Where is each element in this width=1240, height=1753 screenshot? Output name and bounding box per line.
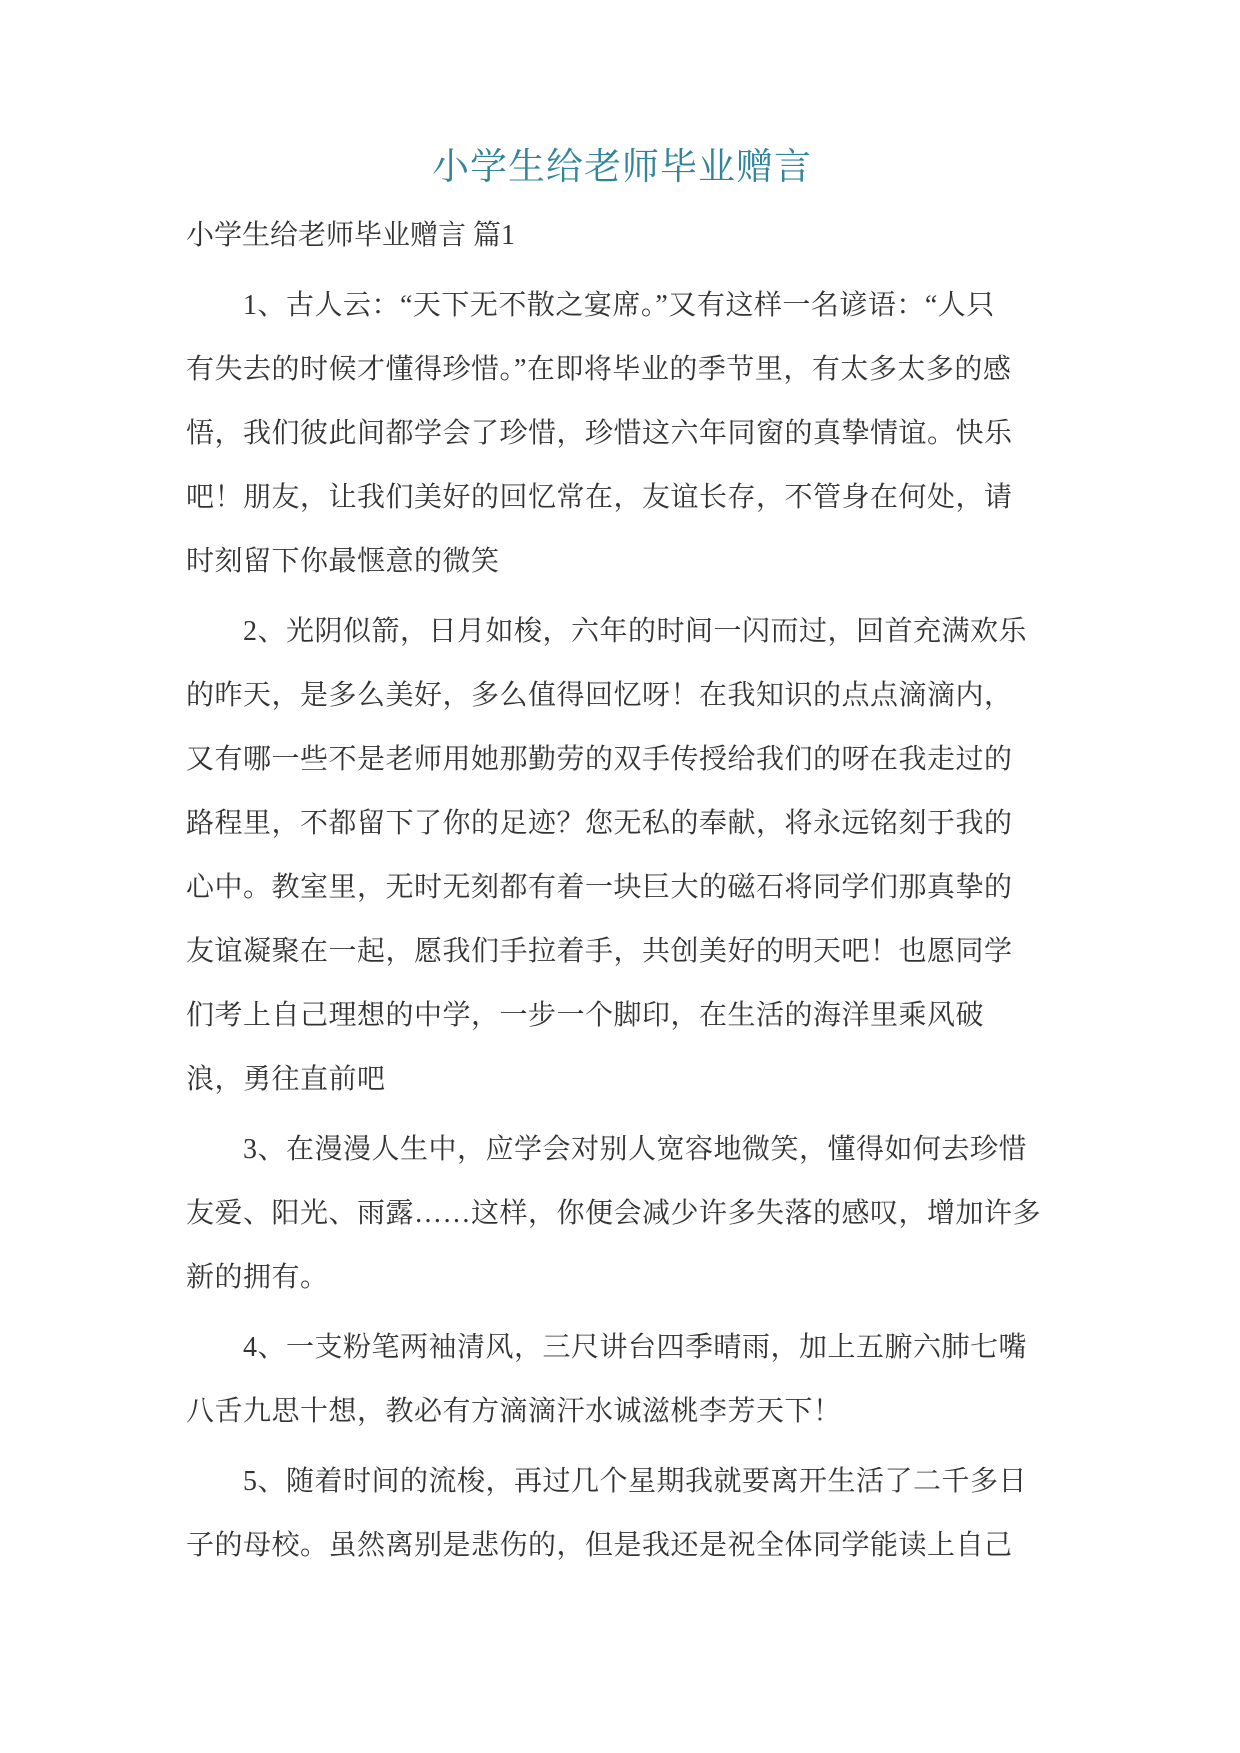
paragraph-1 [186, 274, 1058, 594]
text-line: 八舌九思十想，教必有方滴滴汗水诚滋桃李芳天下！ [186, 1396, 842, 1427]
text-line: 友爱、阳光、雨露……这样，你便会减少许多失落的感叹，增加许多 [186, 1198, 1042, 1229]
text-line: 有失去的时候才懂得珍惜。”在即将毕业的季节里，有太多太多的感 [186, 354, 1012, 385]
paragraph-3 [186, 1118, 1058, 1310]
text-line: 悟，我们彼此间都学会了珍惜，珍惜这六年同窗的真挚情谊。快乐 [186, 418, 1013, 449]
page-title: 小学生给老师毕业赠言 [432, 147, 812, 188]
text-line: 友谊凝聚在一起，愿我们手拉着手，共创美好的明天吧！也愿同学 [186, 936, 1013, 967]
paragraph-2 [186, 600, 1058, 1112]
text-line: 路程里，不都留下了你的足迹？您无私的奉献，将永远铭刻于我的 [186, 808, 1013, 839]
text-line: 的昨天，是多么美好，多么值得回忆呀！在我知识的点点滴滴内， [186, 680, 1013, 711]
text-line: 1、古人云：“天下无不散之宴席。”又有这样一名谚语：“人只 [243, 290, 995, 321]
text-line: 子的母校。虽然离别是悲伤的，但是我还是祝全体同学能读上自己 [186, 1530, 1013, 1561]
text-line: 时刻留下你最惬意的微笑 [186, 546, 500, 577]
paragraph-5 [186, 1450, 1058, 1578]
text-line: 心中。教室里，无时无刻都有着一块巨大的磁石将同学们那真挚的 [186, 872, 1013, 903]
text-line: 又有哪一些不是老师用她那勤劳的双手传授给我们的呀在我走过的 [186, 744, 1013, 775]
text-line: 吧！朋友，让我们美好的回忆常在，友谊长存，不管身在何处，请 [186, 482, 1013, 513]
text-line: 2、光阴似箭，日月如梭，六年的时间一闪而过，回首充满欢乐 [243, 616, 1028, 647]
text-line: 们考上自己理想的中学，一步一个脚印，在生活的海洋里乘风破 [186, 1000, 985, 1031]
section-heading: 小学生给老师毕业赠言 篇1 [186, 220, 516, 251]
text-line: 4、一支粉笔两袖清风，三尺讲台四季晴雨，加上五腑六肺七嘴 [243, 1332, 1028, 1363]
text-line: 5、随着时间的流梭，再过几个星期我就要离开生活了二千多日 [243, 1466, 1028, 1497]
text-line: 3、在漫漫人生中，应学会对别人宽容地微笑，懂得如何去珍惜 [243, 1134, 1028, 1165]
text-line: 浪，勇往直前吧 [186, 1064, 386, 1095]
text-line: 新的拥有。 [186, 1262, 329, 1293]
paragraph-4 [186, 1316, 1058, 1444]
document-content [0, 146, 1240, 1578]
